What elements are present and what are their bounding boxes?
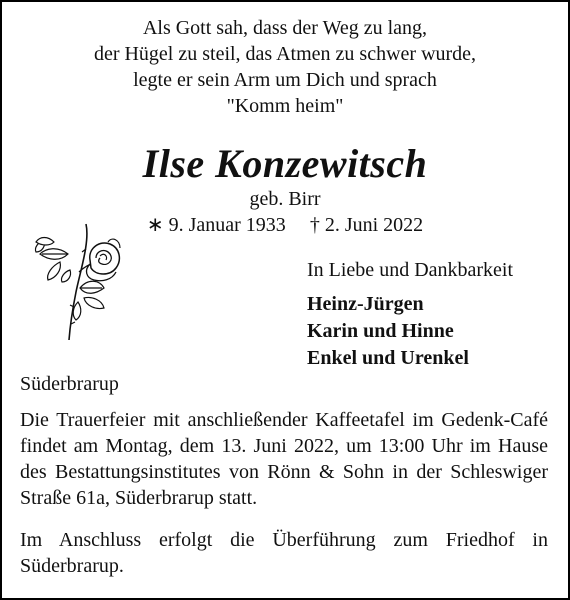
mourner-name: Karin und Hinne bbox=[307, 320, 454, 342]
poem-line: "Komm heim" bbox=[226, 95, 344, 117]
rose-head bbox=[87, 239, 120, 281]
deceased-name: Ilse Konzewitsch bbox=[142, 141, 428, 186]
mourners-intro: In Liebe und Dankbarkeit bbox=[307, 259, 514, 281]
ceremony-paragraph: Die Trauerfeier mit anschließender Kaffeetafel im Gedenk-Café findet am Montag, dem 13. Juni 2022, um 13:00 Uhr im Hause des Bestattungsinstitutes von Rönn & Sohn in der Schleswiger Straße 61a, Süderbrarup statt. bbox=[20, 409, 548, 509]
place-name: Süderbrarup bbox=[20, 373, 119, 395]
mourner-name: Enkel und Urenkel bbox=[307, 347, 469, 369]
poem-line: legte er sein Arm um Dich und sprach bbox=[133, 69, 437, 91]
poem-line: Als Gott sah, dass der Weg zu lang, bbox=[142, 17, 428, 39]
poem bbox=[2, 15, 568, 119]
born-symbol: ∗ bbox=[146, 214, 164, 236]
died-date: 2. Juni 2022 bbox=[324, 214, 424, 236]
mourners-block bbox=[307, 257, 513, 372]
born-date: 9. Januar 1933 bbox=[168, 214, 286, 236]
mourner-name: Heinz-Jürgen bbox=[307, 293, 424, 315]
rose-drawing bbox=[24, 212, 134, 342]
died-symbol: † bbox=[309, 214, 320, 236]
transfer-paragraph: Im Anschluss erfolgt die Überführung zum Friedhof in Süderbrarup. bbox=[20, 529, 548, 577]
birth-name: geb. Birr bbox=[249, 188, 321, 210]
poem-line: der Hügel zu steil, das Atmen zu schwer wurde, bbox=[93, 43, 477, 65]
